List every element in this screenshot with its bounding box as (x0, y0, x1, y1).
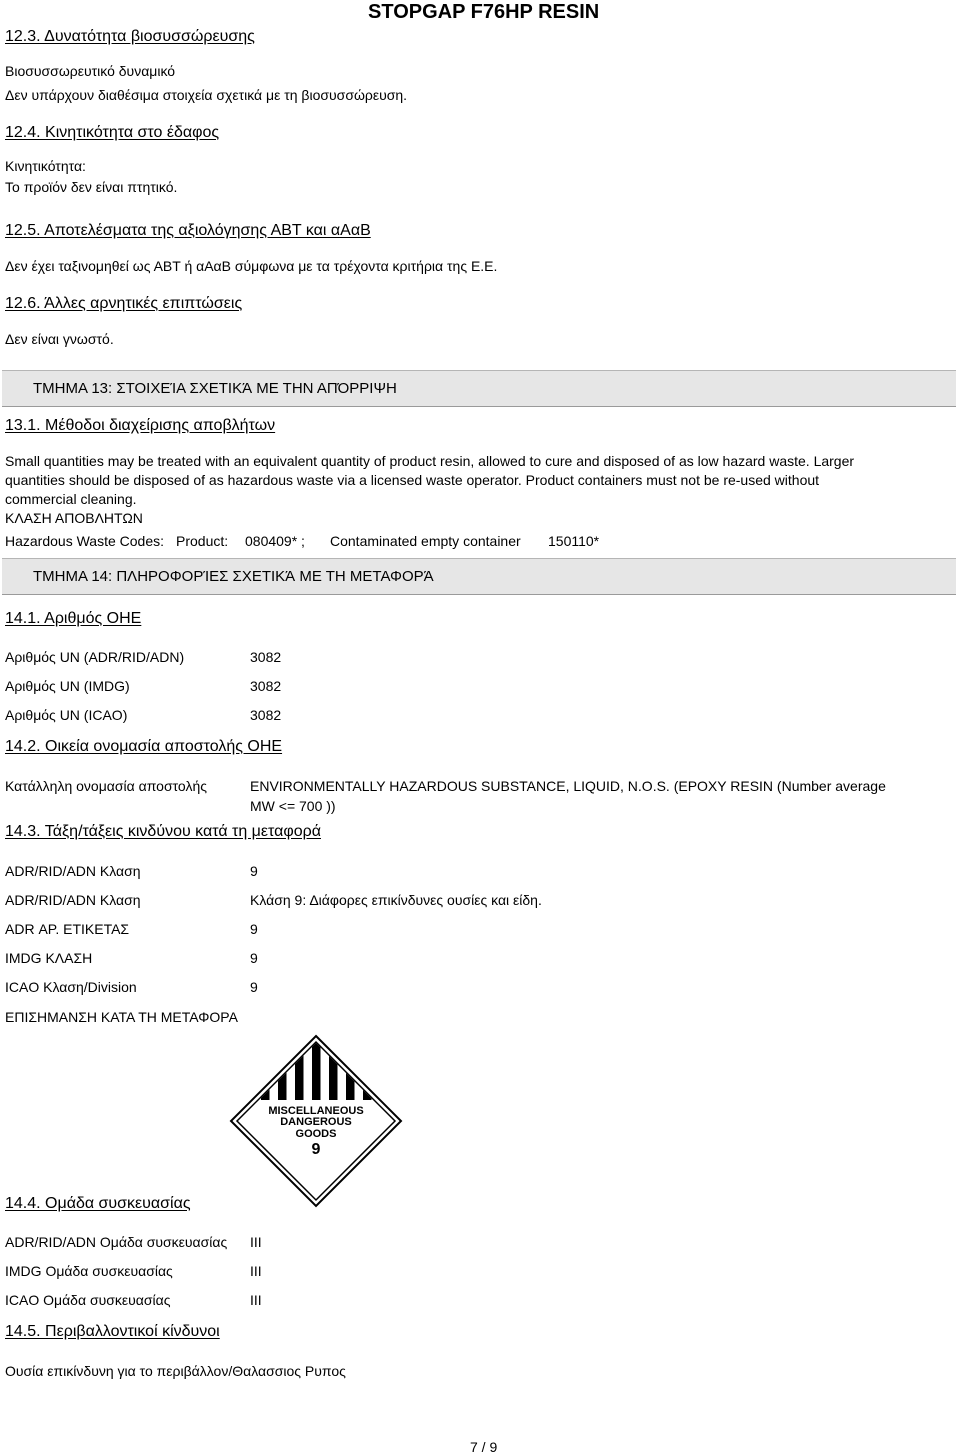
waste-class-label: ΚΛΑΣΗ ΑΠΟΒΛΗΤΩΝ (5, 510, 143, 526)
packing-group-row-value: III (250, 1263, 262, 1279)
section-13-1-heading: 13.1. Μέθοδοι διαχείρισης αποβλήτων (5, 417, 276, 434)
product-name-header: STOPGAP F76HP RESIN (368, 1, 600, 23)
mobility-label: Κινητικότητα: (5, 158, 86, 174)
un-number-row-value: 3082 (250, 707, 282, 723)
bioaccumulative-potential-label: Βιοσυσσωρευτικό δυναμικό (5, 63, 176, 79)
hazard-class-row-value: 9 (250, 863, 258, 879)
section-14-1-heading: 14.1. Αριθμός ΟΗΕ (5, 610, 142, 627)
section-12-5-heading: 12.5. Αποτελέσματα της αξιολόγησης ΑΒΤ και αΑαΒ (5, 222, 371, 239)
proper-shipping-name-line-1: ENVIRONMENTALLY HAZARDOUS SUBSTANCE, LIQUID, N.O.S. (EPOXY RESIN (Number average (250, 778, 886, 794)
section-14-5-heading: 14.5. Περιβαλλοντικοί κίνδυνοι (5, 1323, 220, 1340)
hazard-class-row-label: ICAO Κλαση/Division (5, 979, 137, 995)
pbt-assessment-text: Δεν έχει ταξινομηθεί ως ΑΒΤ ή αΑαΒ σύμφωνα με τα τρέχοντα κριτήρια της Ε.Ε. (5, 258, 498, 274)
pictogram-class-number: 9 (311, 1141, 321, 1158)
disposal-text-line-1: Small quantities may be treated with an equivalent quantity of product resin, allowed to cure and disposed of as low hazard waste. Larger (5, 453, 855, 469)
mobility-text: Το προϊόν δεν είναι πτητικό. (5, 179, 178, 195)
hazard-class-row-value: 9 (250, 950, 258, 966)
section-12-6-heading: 12.6. Άλλες αρνητικές επιπτώσεις (5, 295, 243, 312)
hazard-class-row-label: ADR ΑΡ. ΕΤΙΚΕΤΑΣ (5, 921, 130, 937)
section-14-title: ΤΜΗΜΑ 14: ΠΛΗΡΟΦΟΡΊΕΣ ΣΧΕΤΙΚΆ ΜΕ ΤΗ ΜΕΤΑΦΟΡΆ (33, 568, 434, 585)
waste-code-product-label: Product: (176, 533, 229, 549)
packing-group-row-label: IMDG Ομάδα συσκευασίας (5, 1263, 173, 1279)
pictogram-text-line-3: GOODS (295, 1128, 337, 1140)
un-number-row-value: 3082 (250, 649, 282, 665)
packing-group-row-label: ADR/RID/ADN Ομάδα συσκευασίας (5, 1234, 228, 1250)
hazard-class-row-value: 9 (250, 979, 258, 995)
section-14-2-heading: 14.2. Οικεία ονομασία αποστολής ΟΗΕ (5, 738, 283, 755)
waste-code-container-label: Contaminated empty container (330, 533, 521, 549)
transport-labelling-heading: ΕΠΙΣΗΜΑΝΣΗ ΚΑΤΑ ΤΗ ΜΕΤΑΦΟΡΑ (5, 1009, 238, 1025)
hazard-class-row-label: ADR/RID/ADN Κλαση (5, 892, 141, 908)
bioaccumulation-text: Δεν υπάρχουν διαθέσιμα στοιχεία σχετικά με τη βιοσυσσώρευση. (5, 87, 408, 103)
hazard-class-row-value: 9 (250, 921, 258, 937)
environmental-hazard-text: Ουσία επικίνδυνη για το περιβάλλον/Θαλασσιος Ρυπος (5, 1363, 346, 1379)
un-number-row-value: 3082 (250, 678, 282, 694)
hazard-class-row-label: IMDG ΚΛΑΣΗ (5, 950, 93, 966)
section-12-4-heading: 12.4. Κινητικότητα στο έδαφος (5, 124, 220, 141)
section-13-title: ΤΜΗΜΑ 13: ΣΤΟΙΧΕΊΑ ΣΧΕΤΙΚΆ ΜΕ ΤΗΝ ΑΠΌΡΡΙΨΗ (33, 380, 397, 397)
waste-code-container-value: 150110* (548, 533, 600, 549)
other-effects-text: Δεν είναι γνωστό. (5, 331, 114, 347)
stripe (329, 1034, 338, 1100)
proper-shipping-name-line-2: MW <= 700 )) (250, 798, 336, 814)
pictogram-text-line-1: MISCELLANEOUS (268, 1105, 364, 1117)
pictogram-text-line-2: DANGEROUS (280, 1116, 352, 1128)
packing-group-row-value: III (250, 1234, 262, 1250)
section-14-4-heading: 14.4. Ομάδα συσκευασίας (5, 1195, 191, 1212)
section-12-3-heading: 12.3. Δυνατότητα βιοσυσσώρευσης (5, 28, 255, 45)
page-number: 7 / 9 (470, 1439, 498, 1455)
waste-codes-label: Hazardous Waste Codes: (5, 533, 164, 549)
disposal-text-line-3: commercial cleaning. (5, 491, 137, 507)
waste-code-product-value: 080409* ; (245, 533, 305, 549)
hazard-class-row-label: ADR/RID/ADN Κλαση (5, 863, 141, 879)
section-14-3-heading: 14.3. Τάξη/τάξεις κινδύνου κατά τη μεταφορά (5, 823, 321, 840)
hazard-class-row-value: Κλάση 9: Διάφορες επικίνδυνες ουσίες και είδη. (250, 892, 542, 908)
proper-shipping-name-label: Κατάλληλη ονομασία αποστολής (5, 778, 207, 794)
stripe (295, 1034, 304, 1100)
disposal-text-line-2: quantities should be disposed of as hazardous waste via a licensed waste operator. Product containers must not be re-used without (5, 472, 820, 488)
packing-group-row-value: III (250, 1292, 262, 1308)
section-13-title-bar (2, 370, 956, 407)
packing-group-row-label: ICAO Ομάδα συσκευασίας (5, 1292, 171, 1308)
un-number-row-label: Αριθμός UN (ADR/RID/ADN) (5, 649, 185, 665)
un-number-row-label: Αριθμός UN (IMDG) (5, 678, 130, 694)
un-number-row-label: Αριθμός UN (ICAO) (5, 707, 128, 723)
section-14-title-bar (2, 558, 956, 595)
class-9-miscellaneous-dangerous-goods-diamond-icon (229, 1034, 403, 1208)
